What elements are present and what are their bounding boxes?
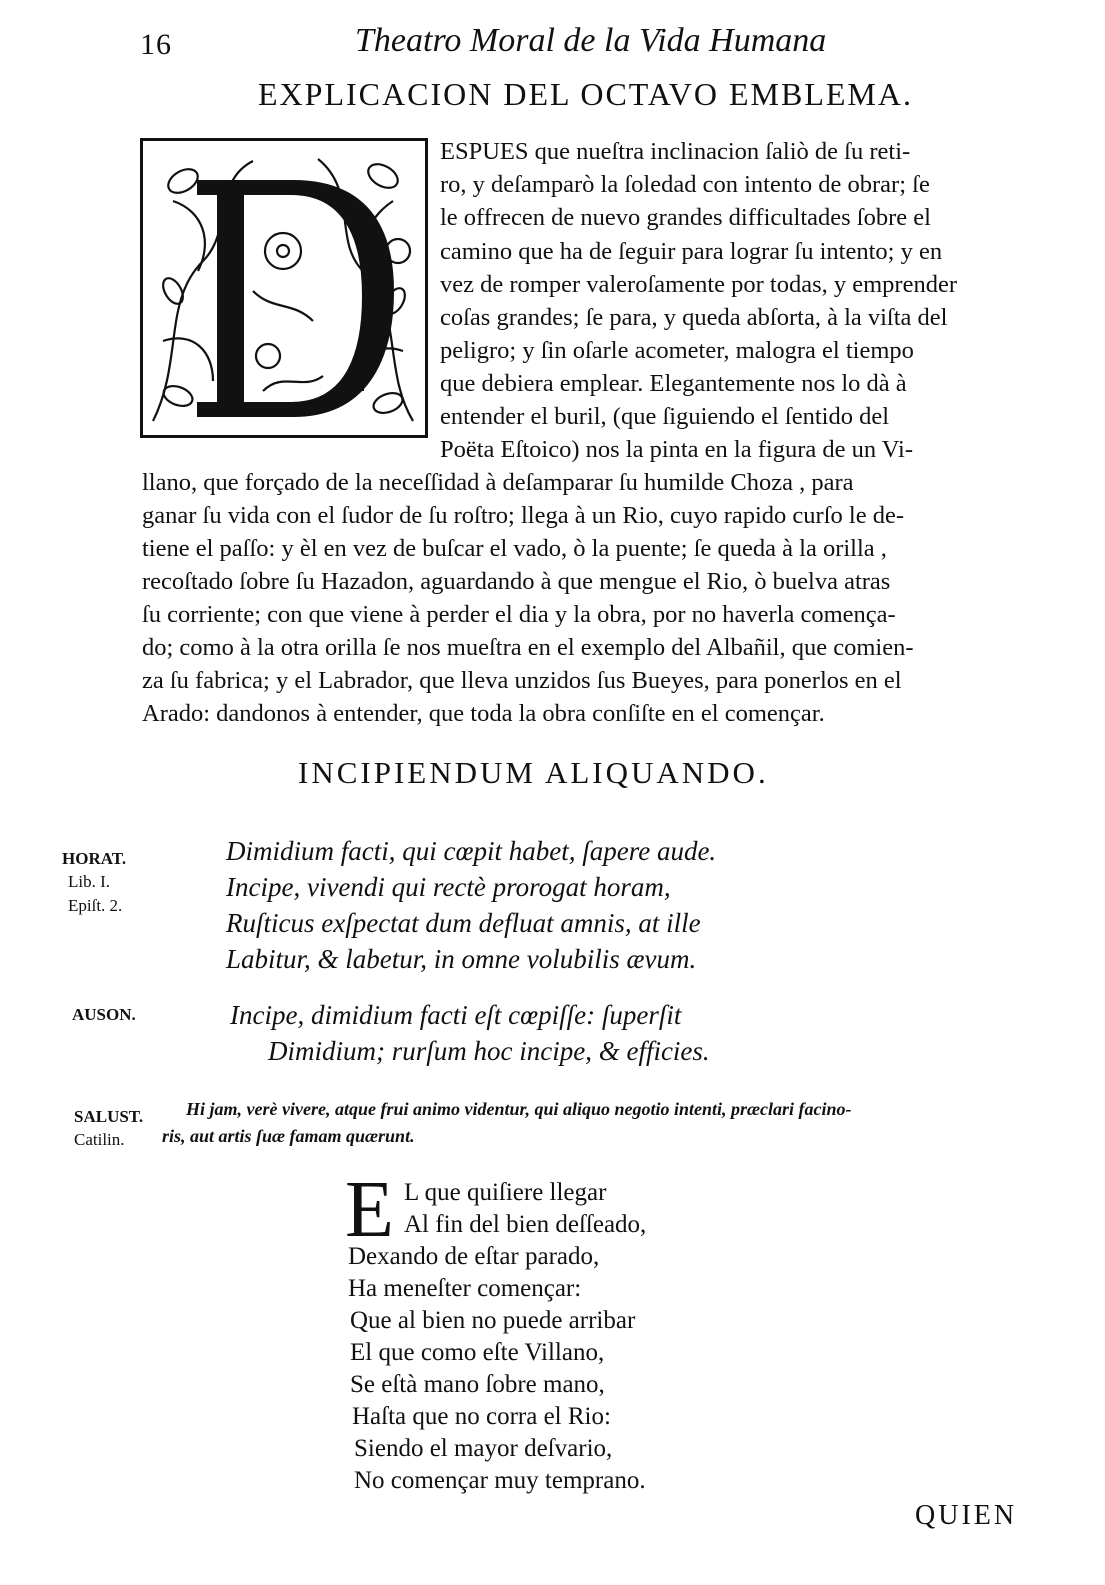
poem-line: Dexando de eſtar parado, [348, 1243, 600, 1270]
poem-line: Al fin del bien deſſeado, [404, 1211, 647, 1238]
prose-line: que debiera emplear. Elegantemente nos lo dà à [440, 370, 907, 397]
citation-source: Lib. I. [68, 872, 111, 891]
latin-verse-line: Incipe, vivendi qui rectè prorogat horam, [226, 872, 671, 902]
prose-line: llano, que forçado de la neceſſidad à deſamparar ſu humilde Choza , para [142, 469, 854, 496]
section-title: EXPLICACION DEL OCTAVO EMBLEMA. [258, 76, 913, 112]
latin-prose-line: Hi jam, verè vivere, atque frui animo videntur, qui aliquo negotio intenti, præclari facino- [186, 1099, 852, 1119]
prose-line: ro, y deſamparò la ſoledad con intento de obrar; ſe [440, 171, 930, 198]
poem-line: El que como eſte Villano, [350, 1339, 605, 1366]
decorated-initial [140, 138, 428, 438]
catchword: QUIEN [915, 1500, 1018, 1531]
poem-line: No començar muy temprano. [354, 1467, 646, 1494]
prose-line: recoſtado ſobre ſu Hazadon, aguardando à que mengue el Rio, ò buelva atras [142, 568, 891, 595]
citation-source: HORAT. [62, 849, 127, 868]
prose-line: do; como à la otra orilla ſe nos mueſtra en el exemplo del Albañil, que comien- [142, 634, 914, 661]
poem-line: Haſta que no corra el Rio: [352, 1403, 611, 1430]
latin-verse-line: Incipe, dimidium facti eſt cœpiſſe: ſuperſit [230, 1000, 682, 1030]
prose-line: za ſu fabrica; y el Labrador, que lleva unzidos ſus Bueyes, para ponerlos en el [142, 667, 902, 694]
citation-source: Epiſt. 2. [68, 896, 123, 915]
prose-line: ganar ſu vida con el ſudor de ſu roſtro; llega à un Rio, cuyo rapido curſo le de- [142, 502, 904, 529]
prose-line: le offrecen de nuevo grandes difficultades ſobre el [440, 204, 931, 231]
prose-line: tiene el paſſo: y èl en vez de buſcar el vado, ò la puente; ſe queda à la orilla , [142, 535, 887, 562]
motto-heading: INCIPIENDUM ALIQUANDO. [298, 755, 769, 790]
poem-line: Ha meneſter començar: [348, 1275, 582, 1302]
poem-line: L que quiſiere llegar [404, 1179, 607, 1206]
prose-line: Arado: dandonos à entender, que toda la obra conſiſte en el començar. [142, 700, 825, 727]
latin-prose-line: ris, aut artis ſuæ famam quærunt. [162, 1126, 415, 1146]
prose-line: Poëta Eſtoico) nos la pinta en la figura de un Vi- [440, 436, 913, 463]
latin-verse-line: Ruſticus exſpectat dum defluat amnis, at ille [226, 908, 701, 938]
prose-line: peligro; y ſin oſarle acometer, malogra el tiempo [440, 337, 914, 364]
prose-line: vez de romper valeroſamente por todas, y emprender [440, 271, 958, 298]
prose-line: entender el buril, (que ſiguiendo el ſentido del [440, 403, 890, 430]
running-title: Theatro Moral de la Vida Humana [355, 22, 827, 59]
page-number: 16 [140, 28, 172, 61]
poem-line: Siendo el mayor deſvario, [354, 1435, 613, 1462]
citation-source: Catilin. [74, 1130, 125, 1149]
prose-line: ESPUES que nueſtra inclinacion ſaliò de ſu reti- [440, 138, 911, 165]
latin-verse-line: Dimidium facti, qui cœpit habet, ſapere aude. [226, 836, 717, 866]
poem-line: Que al bien no puede arribar [350, 1307, 636, 1334]
prose-line: ſu corriente; con que viene à perder el dia y la obra, por no haverla comença- [142, 601, 896, 628]
floral-ornament-icon [143, 141, 425, 435]
latin-verse-line: Labitur, & labetur, in omne volubilis ævum. [226, 944, 697, 974]
poem-line: Se eſtà mano ſobre mano, [350, 1371, 605, 1398]
poem-initial: E [345, 1166, 394, 1254]
prose-line: coſas grandes; ſe para, y queda abſorta, à la viſta del [440, 304, 948, 331]
prose-line: camino que ha de ſeguir para lograr ſu intento; y en [440, 238, 943, 265]
citation-source: SALUST. [74, 1107, 144, 1126]
latin-verse-line: Dimidium; rurſum hoc incipe, & efficies. [268, 1036, 710, 1066]
citation-source: AUSON. [72, 1005, 136, 1024]
